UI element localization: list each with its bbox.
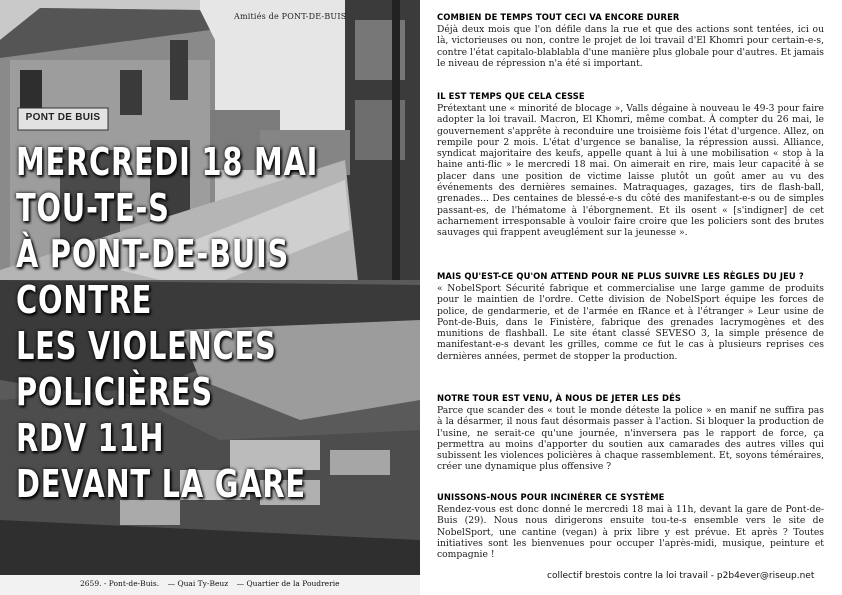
section-body: Rendez-vous est donc donné le mercredi 18 mai à 11h, devant la gare de Pont-de-Buis (29). Nous nous dirigerons ensuite tou-te-s ensemble vers le site de NobelSport, une cantine (vegan) à prix libre y est prévue. Et après ? Toutes initiatives sont les bienvenues pour occuper l'après-midi, musique, peinture et compagnie ! xyxy=(437,504,824,561)
headline-line: RDV 11H xyxy=(16,416,165,460)
postcard-quartier: — Quartier de la Poudrerie xyxy=(236,579,340,588)
headline-line: POLICIÈRES xyxy=(16,370,213,414)
postcard-top-caption: Amitiés de PONT-DE-BUIS xyxy=(234,12,347,21)
section-title: MAIS QU'EST-CE QU'ON ATTEND POUR NE PLUS SUIVRE LES RÈGLES DU JEU ? xyxy=(437,271,804,281)
station-sign-text: PONT DE BUIS xyxy=(25,112,101,123)
headline-line: LES VIOLENCES xyxy=(16,324,277,368)
section-title: COMBIEN DE TEMPS TOUT CECI VA ENCORE DURER xyxy=(437,12,680,22)
section-body: Prétextant une « minorité de blocage », Valls dégaine à nouveau le 49-3 pour faire adopter la loi travail. Macron, El Khomri, même combat. À compter du 26 mai, le gouvernement s'apprête à reconduire une troisième fois l'état d'urgence. Allez, on rempile pour 2 mois. L'état d'urgence se banalise, la répression aussi. Alliance, syndicat majoritaire des keufs, appelle quant à lui à une mobilisation « stop à la haine anti-flic » le mercredi 18 mai. On aimerait en rire, mais leur capacité à se placer dans une position de victime laisse plutôt un goût amer au vu des événements des dernières semaines. Matraquages, gazages, tirs de flash-ball, grenades... Des centaines de blessé-e-s du côté des manifestant-e-s ou de simples passant-es, de l'hématome à l'éborgnement. Et ils osent « [s'indigner] de cet acharnement irresponsable à vouloir faire croire que les policiers sont des brutes sauvages qui frappent aveuglément sur la jeunesse ». xyxy=(437,103,824,239)
section-body: Parce que scander des « tout le monde déteste la police » en manif ne suffira pas à la désarmer, il nous faut désormais passer à l'action. Si bloquer la production de l'usine, ne serait-ce qu'une journée, n'inversera pas le rapport de force, ça permettra au moins d'apporter du soutien aux camarades des autres villes qui subissent les violences policières à chaque rassemblement. Et, soyons téméraires, créer une dynamique plus offensive ? xyxy=(437,405,824,473)
section-body: « NobelSport Sécurité fabrique et commercialise une large gamme de produits pour le maintien de l'ordre. Cette division de NobelSport équipe les forces de police, de gendarmerie, et de l'armée en fRance et à l'étranger » Leur usine de Pont-de-Buis, dans le Finistère, fabrique des grenades lacrymogènes et des munitions de flashball. Le site étant classé SEVESO 3, la simple présence de manifestant-e-s devant les grilles, comme ce fut le cas à plusieurs reprises ces dernières années, permet de stopper la production. xyxy=(437,283,824,362)
section-body: Déjà deux mois que l'on défile dans la rue et que des actions sont tentées, ici ou là, victorieuses ou non, contre le projet de loi travail d'El Khomri pour certain-e-s, contre l'état capitalo-blablabla d'une manière plus globale pour d'autres. Et jamais le niveau de répression n'a été si important. xyxy=(437,24,824,69)
section-unissons-nous xyxy=(437,492,824,560)
headline-line: TOU-TE-S xyxy=(16,186,170,230)
headline-line: CONTRE xyxy=(16,278,153,322)
postcard-quai: — Quai Ty-Beuz xyxy=(167,579,229,588)
postcard-number: 2659. - Pont-de-Buis. xyxy=(80,579,160,588)
postcard-photo xyxy=(0,0,420,595)
postcard-bottom-caption xyxy=(80,579,346,588)
section-title: IL EST TEMPS QUE CELA CESSE xyxy=(437,91,585,101)
section-regles-du-jeu xyxy=(437,271,824,362)
section-title: NOTRE TOUR EST VENU, À NOUS DE JETER LES DÉS xyxy=(437,393,682,403)
headline xyxy=(16,139,318,507)
headline-line: À PONT-DE-BUIS xyxy=(16,232,290,276)
section-combien-de-temps xyxy=(437,12,824,69)
signature: collectif brestois contre la loi travail - p2b4ever@riseup.net xyxy=(547,571,815,581)
section-notre-tour xyxy=(437,393,824,473)
section-il-est-temps xyxy=(437,91,824,239)
headline-line: DEVANT LA GARE xyxy=(16,462,306,506)
headline-line: MERCREDI 18 MAI xyxy=(16,140,319,184)
section-title: UNISSONS-NOUS POUR INCINÉRER CE SYSTÈME xyxy=(437,492,665,502)
